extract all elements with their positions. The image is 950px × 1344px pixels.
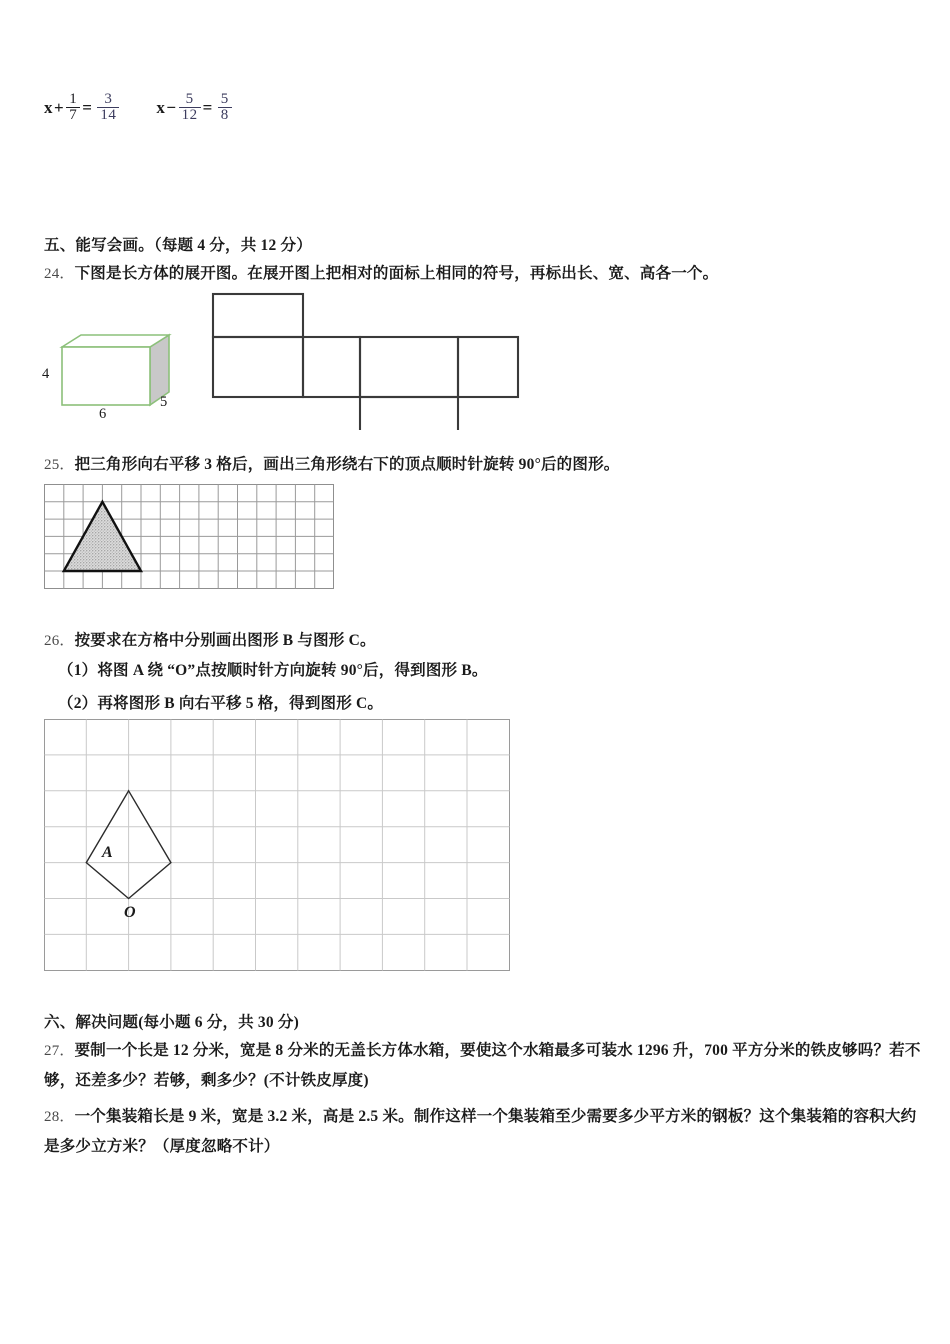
box-front-face — [62, 347, 150, 405]
triangle-grid-svg — [44, 484, 334, 589]
question-24-number: 24． — [44, 266, 75, 282]
net-face-middle-3 — [360, 337, 458, 397]
question-27 — [44, 1036, 924, 1095]
net-face-middle-1 — [213, 337, 303, 397]
equation-2 — [156, 92, 232, 124]
question-26-text: 按要求在方格中分别画出图形 B 与图形 C。 — [74, 632, 376, 649]
fraction-numerator: 3 — [104, 91, 113, 107]
box-3d-svg — [48, 330, 178, 425]
question-26-number: 26． — [44, 633, 75, 649]
question-27-text: 要制一个长是 12 分米，宽是 8 分米的无盖长方体水箱，要使这个水箱最多可装水 1296 升，700 平方分米的铁皮够吗？若不够，还差多少？若够，剩多少？(不计铁皮厚度) — [44, 1042, 921, 1089]
fraction-numerator: 1 — [69, 91, 78, 107]
equation-2-right-fraction — [218, 92, 232, 124]
equation-1-variable: x — [44, 97, 53, 117]
fraction-denominator: 14 — [97, 107, 119, 123]
kite-grid-figure — [44, 719, 510, 971]
net-face-top — [213, 294, 303, 337]
question-24-text: 下图是长方体的展开图。在展开图上把相对的面标上相同的符号，再标出长、宽、高各一个。 — [74, 265, 719, 282]
question-26-sub-1: （1）将图 A 绕 “O”点按顺时针方向旋转 90°后，得到图形 B。 — [58, 662, 488, 679]
equations-row — [44, 92, 233, 124]
equation-1-left-fraction — [66, 92, 80, 124]
question-28-text: 一个集装箱长是 9 米，宽是 3.2 米，高是 2.5 米。制作这样一个集装箱至少需要多少平方米的钢板？这个集装箱的容积大约是多少立方米？（厚度忽略不计） — [44, 1108, 917, 1155]
question-28 — [44, 1102, 924, 1161]
equation-1-operator: + — [54, 97, 65, 117]
question-28-number: 28． — [44, 1109, 75, 1125]
figure-label-o: O — [124, 904, 136, 921]
kite-grid-svg — [44, 719, 510, 971]
section-five-heading: 五、能写会画。（每题 4 分，共 12 分） — [44, 237, 312, 254]
figure-label-a: A — [102, 844, 113, 861]
net-face-bottom — [360, 397, 458, 430]
rectangular-box-figure — [42, 330, 178, 425]
equation-2-equals: = — [202, 97, 213, 117]
equation-2-left-fraction — [179, 92, 201, 124]
question-25-text: 把三角形向右平移 3 格后，画出三角形绕右下的顶点顺时针旋转 90°后的图形。 — [74, 456, 620, 473]
fraction-denominator: 12 — [179, 107, 201, 123]
equation-2-operator: − — [166, 97, 177, 117]
question-25 — [44, 452, 620, 474]
equation-2-variable: x — [156, 97, 166, 117]
question-25-number: 25． — [44, 457, 75, 473]
question-26 — [44, 626, 924, 656]
box-top-face — [62, 335, 169, 347]
fraction-denominator: 8 — [218, 107, 232, 123]
triangle-grid-figure — [44, 484, 334, 589]
box-net-svg — [200, 285, 540, 430]
net-face-middle-4 — [458, 337, 518, 397]
box-label-height: 4 — [42, 366, 50, 382]
fraction-numerator: 5 — [220, 91, 229, 107]
box-label-width: 6 — [99, 406, 107, 422]
net-face-middle-2 — [303, 337, 360, 397]
question-24 — [44, 261, 718, 283]
grid-border — [45, 720, 510, 971]
fraction-denominator: 7 — [66, 107, 80, 123]
equation-1-right-fraction — [97, 92, 119, 124]
equation-1 — [44, 92, 120, 124]
section-six-heading: 六、解决问题(每小题 6 分，共 30 分) — [44, 1014, 299, 1031]
question-27-number: 27． — [44, 1043, 75, 1059]
question-26-sub-2: （2）再将图形 B 向右平移 5 格，得到图形 C。 — [58, 695, 384, 712]
fraction-numerator: 5 — [185, 91, 194, 107]
box-label-depth: 5 — [160, 394, 168, 410]
box-net-figure — [200, 285, 540, 430]
equation-1-equals: = — [82, 97, 93, 117]
